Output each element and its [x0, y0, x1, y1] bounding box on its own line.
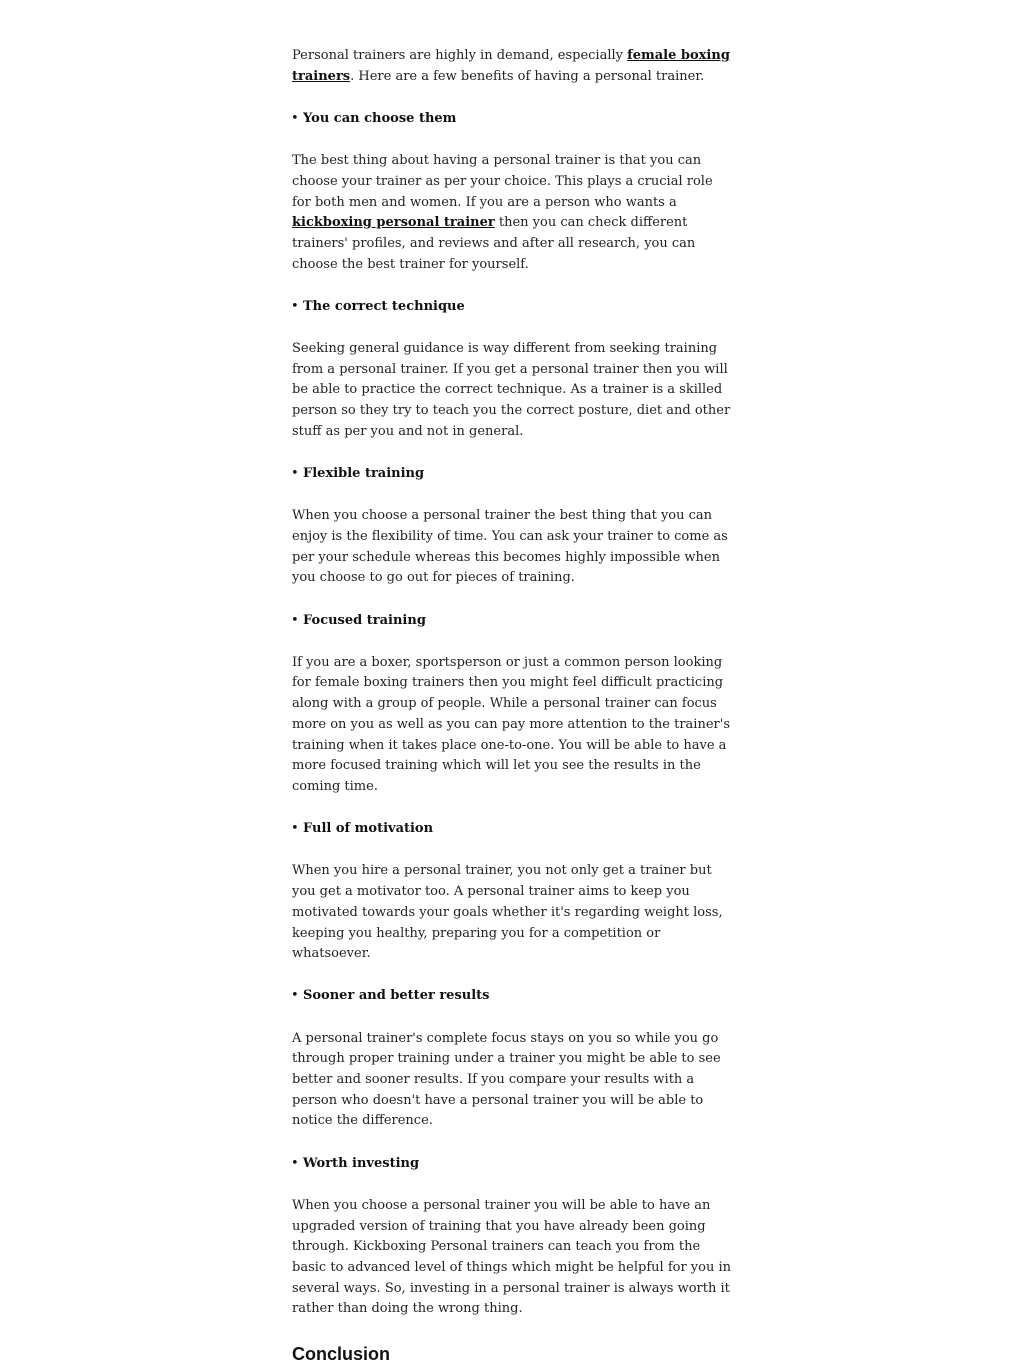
- bullet-icon: •: [291, 612, 299, 628]
- section-heading-list: [292, 1154, 732, 1175]
- section-body-investing: When you choose a personal trainer you will be able to have an upgraded version of training that you have already been going through. Kickboxing Personal trainers can teach you from the basic to advanced level of things which might be helpful for you in several ways. So, investing in a personal trainer is always worth it rather than doing the wrong thing.: [292, 1197, 732, 1317]
- section-body-focused: If you are a boxer, sportsperson or just a common person looking for female boxing trainers then you might feel difficult practicing along with a group of people. While a personal trainer can focus more on you as well as you can pay more attention to the trainer's training when it takes place one-to-one. You will be able to have a more focused training which will let you see the results in the coming time.: [292, 654, 730, 794]
- section-heading-list: [292, 297, 732, 318]
- intro-paragraph: [292, 46, 732, 87]
- intro-text-end: . Here are a few benefits of having a personal trainer.: [350, 68, 705, 84]
- section-heading-text: Full of motivation: [303, 821, 434, 837]
- kickboxing-personal-trainer-link[interactable]: kickboxing personal trainer: [292, 215, 495, 231]
- section-heading-flexible: [292, 464, 732, 485]
- bullet-icon: •: [291, 298, 299, 314]
- section-heading-list: [292, 986, 732, 1007]
- section-heading-text: Focused training: [303, 612, 426, 628]
- bullet-icon: •: [291, 110, 299, 126]
- bullet-icon: •: [291, 1155, 299, 1171]
- section-body-text-start: The best thing about having a personal trainer is that you can choose your trainer as per your choice. This plays a crucial role for both men and women. If you are a person who wants a: [292, 153, 713, 210]
- section-body-text-end: then you can check different trainers' profiles, and reviews and after all research, you can choose the best trainer for yourself.: [292, 215, 696, 272]
- section-body-flexible: When you choose a personal trainer the best thing that you can enjoy is the flexibility of time. You can ask your trainer to come as per your schedule whereas this becomes highly impossible when you choose to go out for pieces of training.: [292, 508, 728, 586]
- section-heading-text: Worth investing: [303, 1155, 420, 1171]
- section-heading-list: [292, 819, 732, 840]
- section-body-technique: Seeking general guidance is way different from seeking training from a personal trainer. If you get a personal trainer then you will be able to practice the correct technique. As a trainer is a skilled person so they try to teach you the correct posture, diet and other stuff as per you and not in general.: [292, 341, 731, 439]
- section-heading-text: The correct technique: [303, 298, 465, 314]
- section-body-motivation: When you hire a personal trainer, you not only get a trainer but you get a motivator too. A personal trainer aims to keep you motivated towards your goals whether it's regarding weight loss, keeping you healthy, preparing you for a competition or whatsoever.: [292, 863, 723, 962]
- section-heading-list: [292, 611, 732, 632]
- section-heading-choose: [292, 109, 732, 130]
- article: [292, 0, 732, 1366]
- bullet-icon: •: [291, 821, 299, 837]
- section-heading-results: [292, 986, 732, 1007]
- intro-text-start: Personal trainers are highly in demand, especially: [292, 48, 628, 63]
- section-heading-list: [292, 464, 732, 485]
- section-heading-text: Sooner and better results: [303, 988, 490, 1004]
- section-heading-technique: [292, 297, 732, 318]
- section-heading-text: Flexible training: [303, 466, 425, 482]
- conclusion-heading: Conclusion: [292, 1344, 390, 1365]
- section-body-results: A personal trainer's complete focus stays on you so while you go through proper training under a trainer you might be able to see better and sooner results. If you compare your results with a person who doesn't have a personal trainer you will be able to notice the difference.: [292, 1030, 721, 1129]
- section-heading-list: [292, 109, 732, 130]
- bullet-icon: •: [291, 988, 299, 1004]
- section-heading-investing: [292, 1154, 732, 1175]
- section-heading-focused: [292, 611, 732, 632]
- section-heading-motivation: [292, 819, 732, 840]
- section-heading-text: You can choose them: [303, 110, 457, 126]
- bullet-icon: •: [291, 466, 299, 482]
- female-boxing-trainers-link[interactable]: female boxing trainers: [292, 48, 730, 84]
- section-body-choose: [292, 151, 732, 275]
